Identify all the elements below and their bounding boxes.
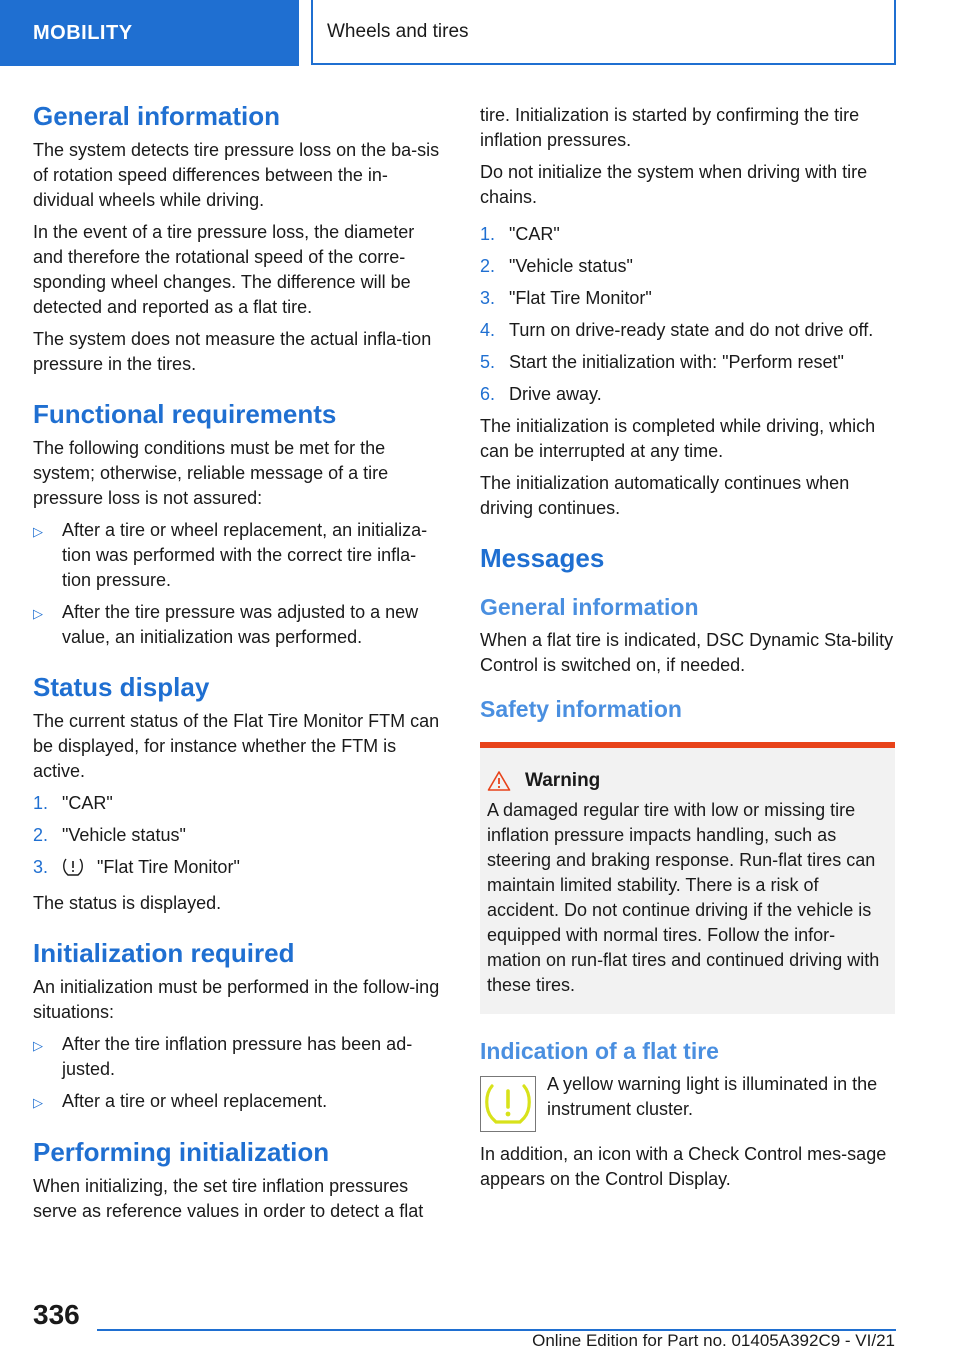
heading-status-display: Status display [33,672,210,702]
heading-general-information: General information [33,101,281,131]
warning-box [480,742,895,1014]
list-item: 2. "Vehicle status" [33,825,186,845]
subheading-safety-information: Safety information [480,696,682,722]
page-number: 336 [33,1299,80,1330]
triangle-bullet-icon: ▷ [33,1095,43,1110]
paragraph: The system detects tire pressure loss on the ba-sis of rotation speed differences between the in-dividual wheels while driving. [33,140,440,210]
list-item: ▷ After the tire pressure was adjusted to a new value, an initialization was performed. [33,600,445,650]
warning-text: A damaged regular tire with low or missing tire inflation pressure impacts handling, such as steering and braking response. Run-flat tires can maintain limited stability. There is a risk of accident. Do not continue driving if the vehicle is equipped with normal tires. Follow the infor-mation on run-flat tires and continued driving with these tires. [487,800,880,995]
triangle-bullet-icon: ▷ [33,524,43,539]
paragraph: Do not initialize the system when driving with tire chains. [480,162,868,207]
chapter-tab[interactable]: Wheels and tires [311,0,896,65]
list-item: ▷ After a tire or wheel replacement. [33,1089,445,1115]
paragraph: In addition, an icon with a Check Control mes-sage appears on the Control Display. [480,1144,887,1189]
warning-triangle-icon [487,770,511,792]
list-item: 2. "Vehicle status" [480,256,633,276]
list-item: 5. Start the initialization with: "Perform reset" [480,352,844,372]
tire-pressure-icon [62,857,84,884]
right-column [480,103,895,1199]
list-item: 1. "CAR" [33,793,113,813]
paragraph: tire. Initialization is started by confirming the tire inflation pressures. [480,105,860,150]
numbered-list [33,791,445,884]
paragraph: In the event of a tire pressure loss, the diameter and therefore the rotational speed of the corre-sponding wheel changes. The difference will be detected and reported as a flat tire. [33,222,415,317]
paragraph: When initializing, the set tire inflation pressures serve as reference values in order to detect a flat [33,1176,424,1221]
section-tab[interactable]: MOBILITY [0,0,299,66]
subheading-indication-flat-tire: Indication of a flat tire [480,1038,719,1064]
heading-performing-initialization: Performing initialization [33,1137,330,1167]
list-item: 3. "Flat Tire Monitor" [480,288,652,308]
paragraph: The current status of the Flat Tire Monitor FTM can be displayed, for instance whether the FTM is active. [33,711,440,781]
paragraph: When a flat tire is indicated, DSC Dynamic Sta-bility Control is switched on, if needed. [480,630,894,675]
list-item: ▷ After a tire or wheel replacement, an initializa-tion was performed with the correct tire infla-tion pressure. [33,518,445,593]
list-item: 4. Turn on drive-ready state and do not drive off. [480,320,874,340]
paragraph: The status is displayed. [33,893,222,913]
bullet-list [33,1032,445,1115]
paragraph: The initialization is completed while driving, which can be interrupted at any time. [480,416,876,461]
subheading-general-information: General information [480,594,699,620]
flat-tire-indicator [480,1072,895,1132]
flat-tire-warning-light-icon [480,1076,536,1132]
list-item: 6. Drive away. [480,384,602,404]
paragraph: The following conditions must be met for the system; otherwise, reliable message of a tire pressure loss is not assured: [33,438,389,508]
list-item: ▷ After the tire inflation pressure has been ad-justed. [33,1032,445,1082]
list-item: 1. "CAR" [480,224,560,244]
warning-title: Warning [487,770,887,792]
triangle-bullet-icon: ▷ [33,606,43,621]
paragraph: The system does not measure the actual infla-tion pressure in the tires. [33,329,432,374]
heading-functional-requirements: Functional requirements [33,399,337,429]
page-header [0,0,960,66]
heading-messages: Messages [480,543,605,573]
heading-initialization-required: Initialization required [33,938,295,968]
paragraph: The initialization automatically continues when driving continues. [480,473,850,518]
footer-edition: Online Edition for Part no. 01405A392C9 - VI/21 [532,1331,895,1350]
bullet-list [33,518,445,650]
flat-tire-light-text: A yellow warning light is illuminated in the instrument cluster. [547,1074,878,1119]
paragraph: An initialization must be performed in the follow-ing situations: [33,977,440,1022]
left-column [33,100,445,1231]
numbered-list [480,222,895,407]
triangle-bullet-icon: ▷ [33,1038,43,1053]
list-item: 3. "Flat Tire Monitor" [33,855,445,884]
